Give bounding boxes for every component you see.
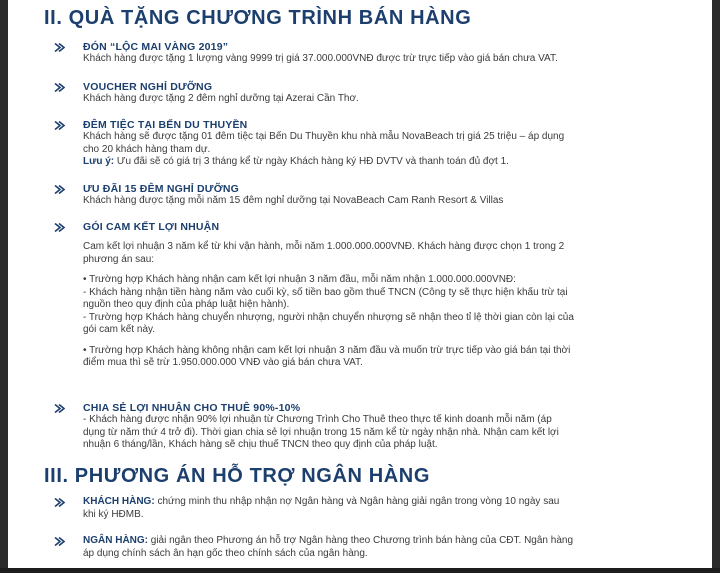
double-chevron-icon [54, 121, 65, 130]
item-text: điểm mua thì sẽ trừ 1.950.000.000 VNĐ vào giá bán chưa VAT. [83, 357, 363, 368]
item-text: • Trường hợp Khách hàng không nhận cam kết lợi nhuận 3 năm đầu và muốn trừ trực tiếp vào giá bán tại thời [83, 344, 571, 356]
item-text: nguồn theo quy định của pháp luật hiện hành). [83, 299, 290, 310]
document-page [8, 0, 712, 568]
double-chevron-icon [54, 223, 65, 232]
item-title: GÓI CAM KẾT LỢI NHUẬN [83, 221, 220, 233]
item-text: - Khách hàng nhận tiền hàng năm vào cuối kỳ, số tiền bao gồm thuế TNCN (Công ty sẽ thực hiện khấu trừ tại [83, 286, 568, 298]
double-chevron-icon [54, 185, 65, 194]
item-text-line2: khi ký HĐMB. [83, 508, 144, 520]
item-text: - Trường hợp Khách hàng chuyển nhượng, người nhận chuyển nhượng sẽ nhận theo tỉ lệ thời gian còn lại của [83, 311, 574, 323]
section-3-heading: III. PHƯƠNG ÁN HỖ TRỢ NGÂN HÀNG [44, 465, 430, 487]
page-bottom-edge [0, 568, 720, 573]
note-text: Ưu đãi sẽ có giá trị 3 tháng kể từ ngày Khách hàng ký HĐ DVTV và thanh toán đủ đợt 1. [114, 156, 509, 167]
item-text-line1: chứng minh thu nhập nhận nợ Ngân hàng và Ngân hàng giải ngân trong vòng 10 ngày sau [154, 496, 560, 507]
item-text: Khách hàng được tặng mỗi năm 15 đêm nghỉ dưỡng tại NovaBeach Cam Ranh Resort & Villas [83, 195, 504, 206]
item-text: phương án sau: [83, 253, 155, 265]
double-chevron-icon [54, 43, 65, 52]
item-text: Khách hàng được tặng 2 đêm nghỉ dưỡng tại Azerai Cần Thơ. [83, 93, 359, 104]
item-text: Cam kết lợi nhuận 3 năm kể từ khi vận hành, mỗi năm 1.000.000.000VNĐ. Khách hàng được chọn 1 trong 2 [83, 241, 565, 252]
item-text: Khách hàng sẽ được tặng 01 đêm tiệc tại Bến Du Thuyền khu nhà mẫu NovaBeach trị giá 25 triệu – áp dụng [83, 131, 565, 142]
item-text: cho 20 khách hàng tham dự. [83, 143, 211, 155]
double-chevron-icon [54, 498, 65, 507]
item-text: - Khách hàng được nhận 90% lợi nhuận từ Chương Trình Cho Thuê theo thực tế kinh doanh mỗi năm (áp [83, 414, 552, 425]
double-chevron-icon [54, 404, 65, 413]
item-text-line2: áp dụng chính sách ân hạn gốc theo chính sách của ngân hàng. [83, 547, 368, 559]
item-title: ĐÓN “LỘC MAI VÀNG 2019” [83, 41, 229, 53]
item-label: KHÁCH HÀNG: [83, 496, 155, 507]
note-label: Lưu ý: [83, 156, 115, 167]
item-title: CHIA SẺ LỢI NHUẬN CHO THUÊ 90%-10% [83, 402, 301, 414]
item-text: gói cam kết này. [83, 324, 156, 335]
item-text: Khách hàng được tặng 1 lượng vàng 9999 trị giá 37.000.000VNĐ được trừ trực tiếp vào giá bán chưa VAT. [83, 53, 558, 64]
item-title: VOUCHER NGHỈ DƯỠNG [83, 81, 213, 93]
item-note [83, 156, 684, 169]
double-chevron-icon [54, 83, 65, 92]
item-text: nhuận 6 tháng/lần, Khách hàng sẽ chịu thuế TNCN theo quy định của pháp luật. [83, 439, 438, 450]
double-chevron-icon [54, 537, 65, 546]
item-text: dụng từ năm thứ 4 trở đi). Thời gian chia sẻ lợi nhuận trong 15 năm kể từ ngày nhận nhà. Nhận cam kết lợi [83, 426, 559, 438]
item-text [83, 496, 684, 509]
item-title: ƯU ĐÃI 15 ĐÊM NGHỈ DƯỠNG [83, 183, 240, 195]
section-2-heading: II. QUÀ TẶNG CHƯƠNG TRÌNH BÁN HÀNG [44, 7, 472, 29]
item-label: NGÂN HÀNG: [83, 535, 148, 546]
item-text [83, 535, 684, 548]
item-title: ĐÊM TIỆC TẠI BẾN DU THUYỀN [83, 119, 248, 131]
item-text-line1: giải ngân theo Phương án hỗ trợ Ngân hàng theo Chương trình bán hàng của CĐT. Ngân hàng [148, 535, 574, 546]
item-text: • Trường hợp Khách hàng nhận cam kết lợi nhuận 3 năm đầu, mỗi năm nhận 1.000.000.000VNĐ: [83, 274, 516, 285]
